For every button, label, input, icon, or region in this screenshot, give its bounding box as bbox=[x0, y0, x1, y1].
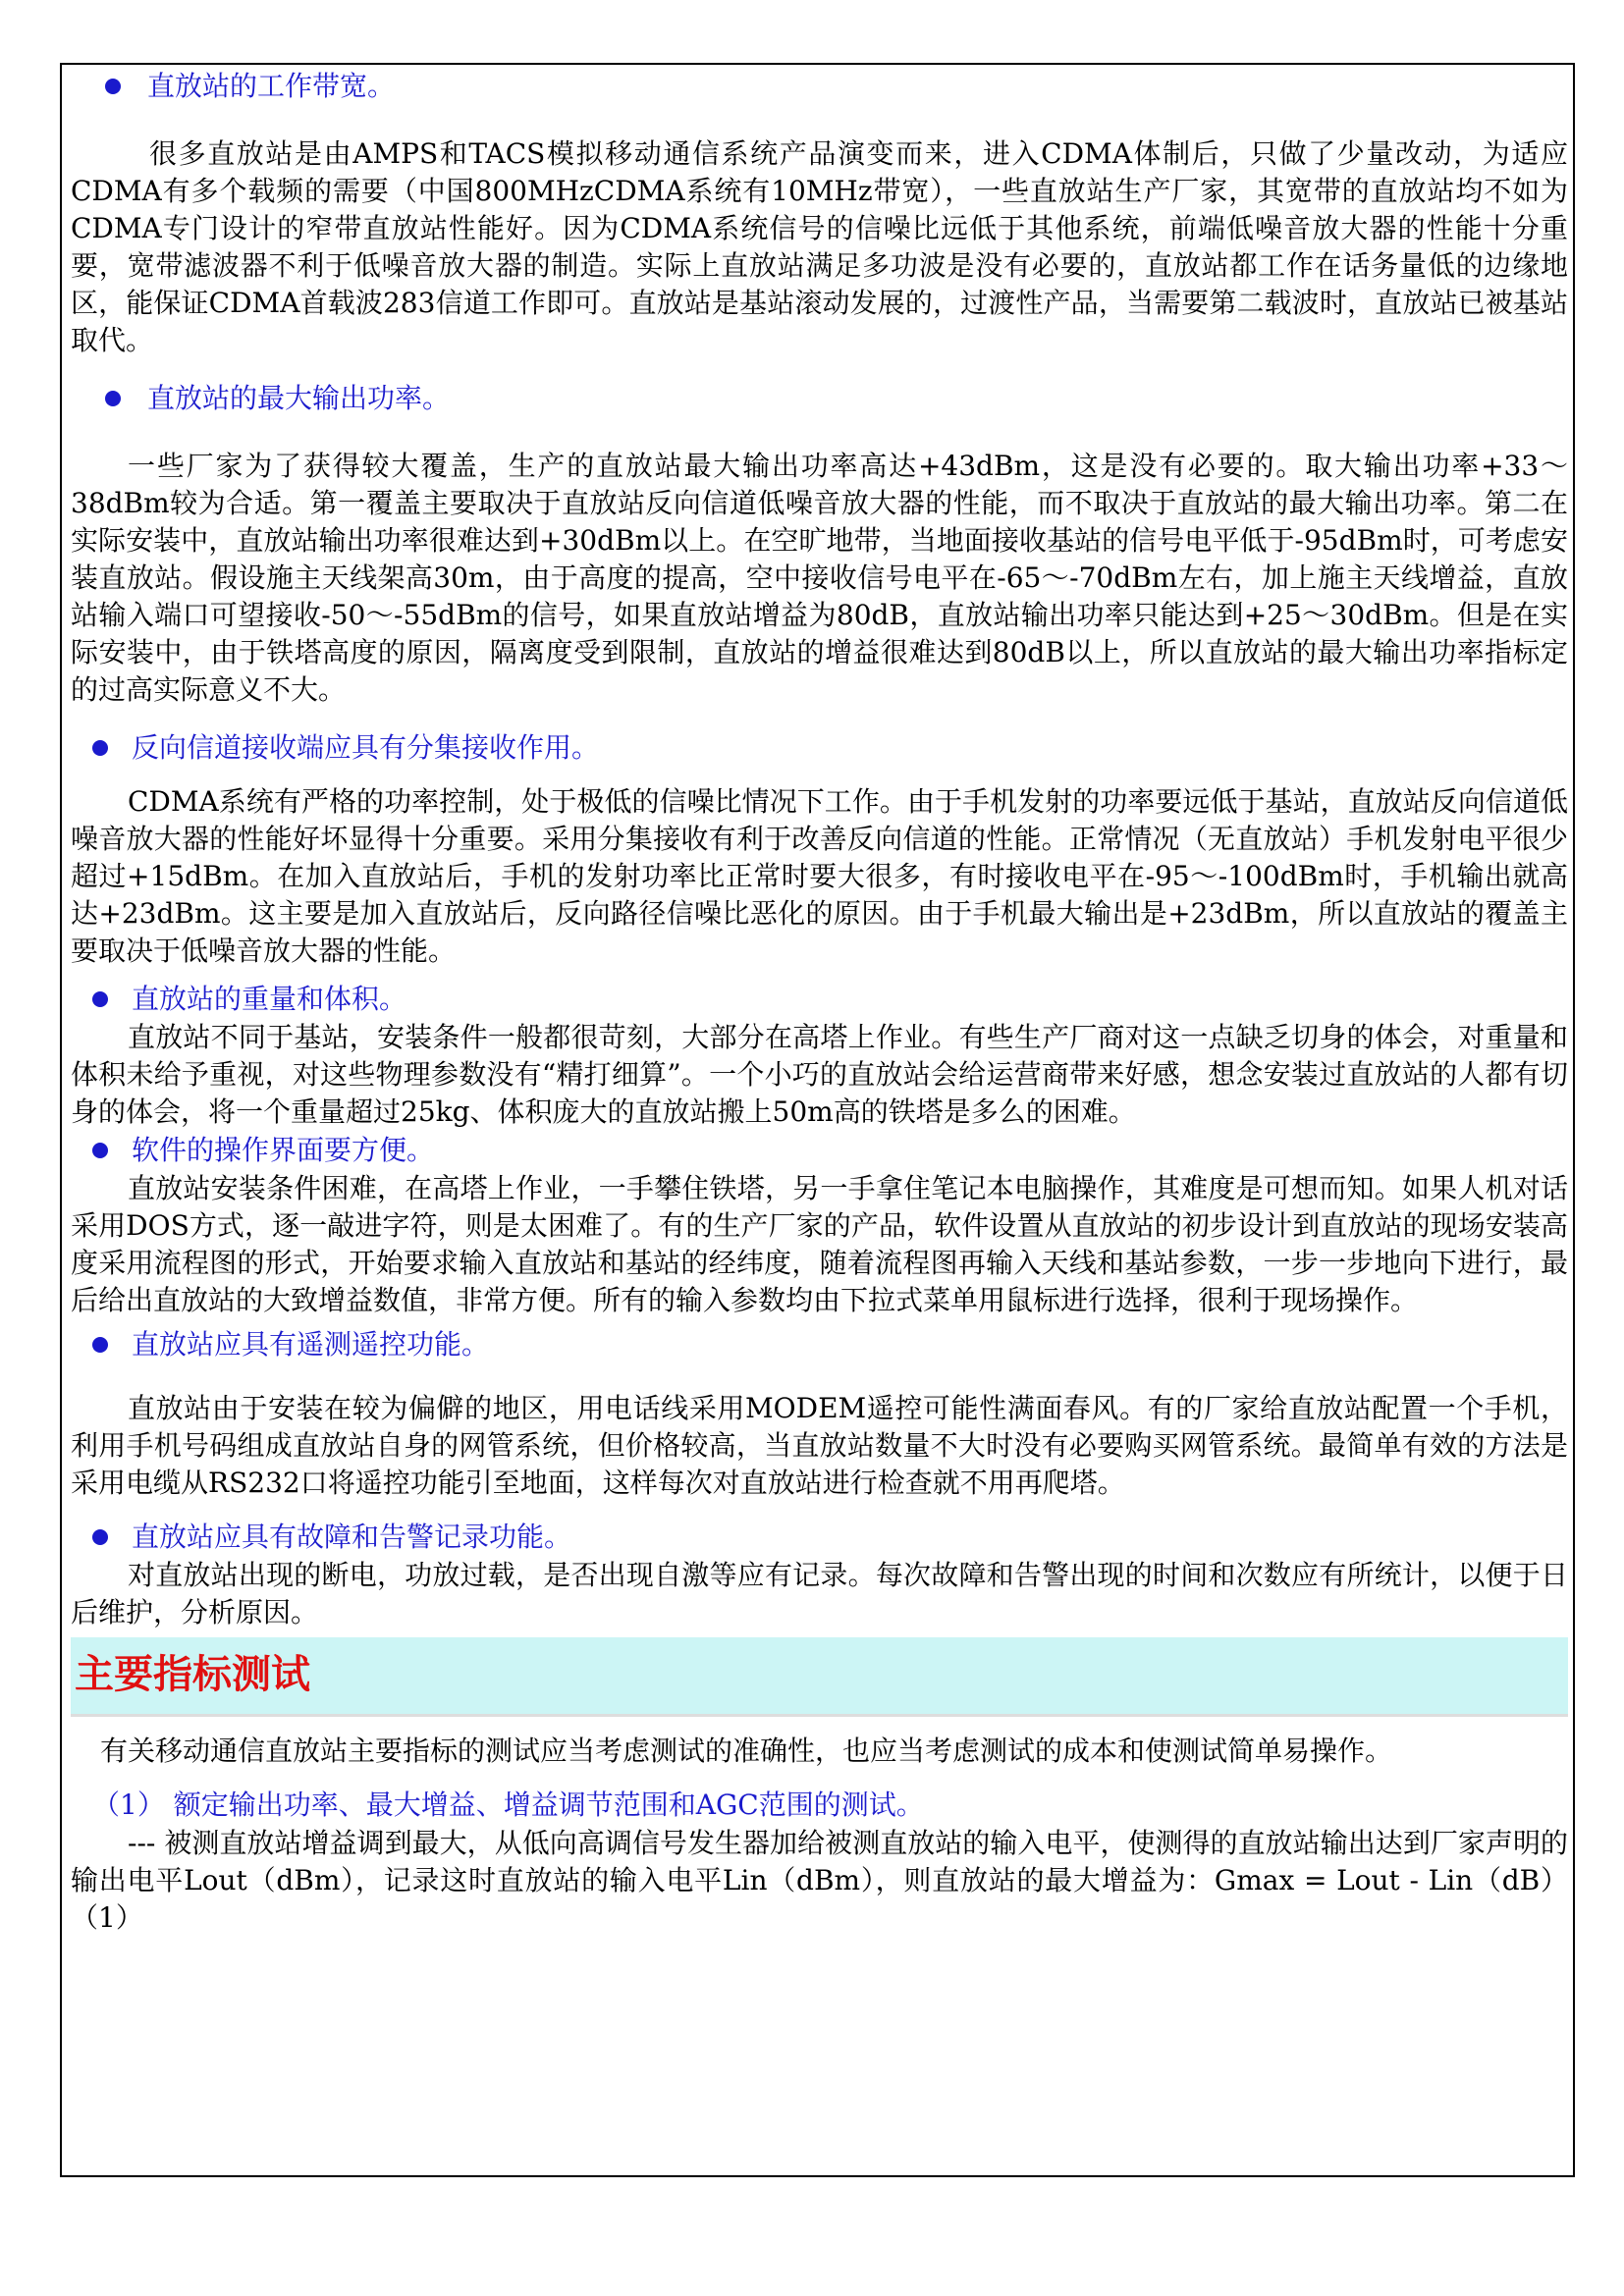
bullet-icon bbox=[92, 1337, 108, 1353]
section-fault-alarm-log bbox=[71, 1518, 1568, 1631]
paragraph: CDMA系统有严格的功率控制，处于极低的信噪比情况下工作。由于手机发射的功率要远低于基站，直放站反向信道低噪音放大器的性能好坏显得十分重要。采用分集接收有利于改善反向信道的性能。正常情况（无直放站）手机发射电平很少超过+15dBm。在加入直放站后，手机的发射功率比正常时要大很多，有时接收电平在-95～-100dBm时，手机输出就高达+23dBm。这主要是加入直放站后，反向路径信噪比恶化的原因。由于手机最大输出是+23dBm，所以直放站的覆盖主要取决于低噪音放大器的性能。 bbox=[71, 785, 1568, 967]
section-max-output-power bbox=[71, 379, 1568, 709]
main-section-band bbox=[71, 1637, 1568, 1717]
main-section-title: 主要指标测试 bbox=[75, 1651, 310, 1697]
section-diversity-reception bbox=[71, 728, 1568, 970]
paragraph: 对直放站出现的断电，功放过载，是否出现自激等应有记录。每次故障和告警出现的时间和次数应有所统计，以便于日后维护，分析原因。 bbox=[71, 1559, 1568, 1629]
paragraph: 一些厂家为了获得较大覆盖，生产的直放站最大输出功率高达+43dBm，这是没有必要的。取大输出功率+33～38dBm较为合适。第一覆盖主要取决于直放站反向信道低噪音放大器的性能，而不取决于直放站的最大输出功率。第二在实际安装中，直放站输出功率很难达到+30dBm以上。在空旷地带，当地面接收基站的信号电平低于-95dBm时，可考虑安装直放站。假设施主天线架高30m，由于高度的提高，空中接收信号电平在-65～-70dBm左右，加上施主天线增益，直放站输入端口可望接收-50～-55dBm的信号，如果直放站增益为80dB，直放站输出功率只能达到+25～30dBm。但是在实际安装中，由于铁塔高度的原因，隔离度受到限制，直放站的增益很难达到80dB以上，所以直放站的最大输出功率指标定的过高实际意义不大。 bbox=[71, 450, 1568, 706]
section-remote-control bbox=[71, 1325, 1568, 1502]
paragraph: 很多直放站是由AMPS和TACS模拟移动通信系统产品演变而来，进入CDMA体制后，只做了少量改动，为适应CDMA有多个载频的需要（中国800MHzCDMA系统有10MHz带宽），一些直放站生产厂家，其宽带的直放站均不如为CDMA专门设计的窄带直放站性能好。因为CDMA系统信号的信噪比远低于其他系统，前端低噪音放大器的性能十分重要，宽带滤波器不利于低噪音放大器的制造。实际上直放站满足多功波是没有必要的，直放站都工作在话务量低的边缘地区，能保证CDMA首载波283信道工作即可。直放站是基站滚动发展的，过渡性产品，当需要第二载波时，直放站已被基站取代。 bbox=[71, 137, 1568, 356]
paragraph: 直放站由于安装在较为偏僻的地区，用电话线采用MODEM遥控可能性满面春风。有的厂家给直放站配置一个手机，利用手机号码组成直放站自身的网管系统，但价格较高，当直放站数量不大时没有必要购买网管系统。最简单有效的方法是采用电缆从RS232口将遥控功能引至地面，这样每次对直放站进行检查就不用再爬塔。 bbox=[71, 1392, 1568, 1499]
section-heading: 直放站应具有故障和告警记录功能。 bbox=[71, 1518, 1568, 1557]
bullet-icon bbox=[92, 1143, 108, 1158]
section-heading: 直放站的重量和体积。 bbox=[71, 980, 1568, 1019]
main-section-body: --- 被测直放站增益调到最大，从低向高调信号发生器加给被测直放站的输入电平，使测得的直放站输出达到厂家声明的输出电平Lout（dBm），记录这时直放站的输入电平Lin（dBm），则直放站的最大增益为：Gmax = Lout - Lin（dB） （1） bbox=[71, 1827, 1568, 1934]
subsection-heading: （1） 额定输出功率、最大增益、增益调节范围和AGC范围的测试。 bbox=[92, 1789, 924, 1821]
bullet-icon bbox=[92, 1529, 108, 1545]
bullet-icon bbox=[92, 740, 108, 756]
section-heading: 反向信道接收端应具有分集接收作用。 bbox=[71, 728, 1568, 768]
section-heading: 软件的操作界面要方便。 bbox=[71, 1131, 1568, 1170]
paragraph: 直放站安装条件困难，在高塔上作业，一手攀住铁塔，另一手拿住笔记本电脑操作，其难度是可想而知。如果人机对话采用DOS方式，逐一敲进字符，则是太困难了。有的生产厂家的产品，软件设置从直放站的初步设计到直放站的现场安装高度采用流程图的形式，开始要求输入直放站和基站的经纬度，随着流程图再输入天线和基站参数，一步一步地向下进行，最后给出直放站的大致增益数值，非常方便。所有的输入参数均由下拉式菜单用鼠标进行选择，很利于现场操作。 bbox=[71, 1172, 1568, 1316]
section-software-ui bbox=[71, 1131, 1568, 1319]
bullet-icon bbox=[105, 79, 121, 94]
bullet-icon bbox=[92, 991, 108, 1007]
document-body bbox=[71, 67, 1568, 1937]
section-weight-volume bbox=[71, 980, 1568, 1131]
section-heading: 直放站应具有遥测遥控功能。 bbox=[71, 1325, 1568, 1364]
main-section-intro: 有关移动通信直放站主要指标的测试应当考虑测试的准确性，也应当考虑测试的成本和使测试简单易操作。 bbox=[100, 1735, 1393, 1767]
section-bandwidth bbox=[71, 67, 1568, 359]
section-heading: 直放站的最大输出功率。 bbox=[71, 379, 1568, 418]
paragraph: 直放站不同于基站，安装条件一般都很苛刻，大部分在高塔上作业。有些生产厂商对这一点缺乏切身的体会，对重量和体积未给予重视，对这些物理参数没有“精打细算”。一个小巧的直放站会给运营商带来好感，想念安装过直放站的人都有切身的体会，将一个重量超过25kg、体积庞大的直放站搬上50m高的铁塔是多么的困难。 bbox=[71, 1021, 1568, 1128]
section-heading: 直放站的工作带宽。 bbox=[71, 67, 1568, 106]
bullet-icon bbox=[105, 391, 121, 406]
